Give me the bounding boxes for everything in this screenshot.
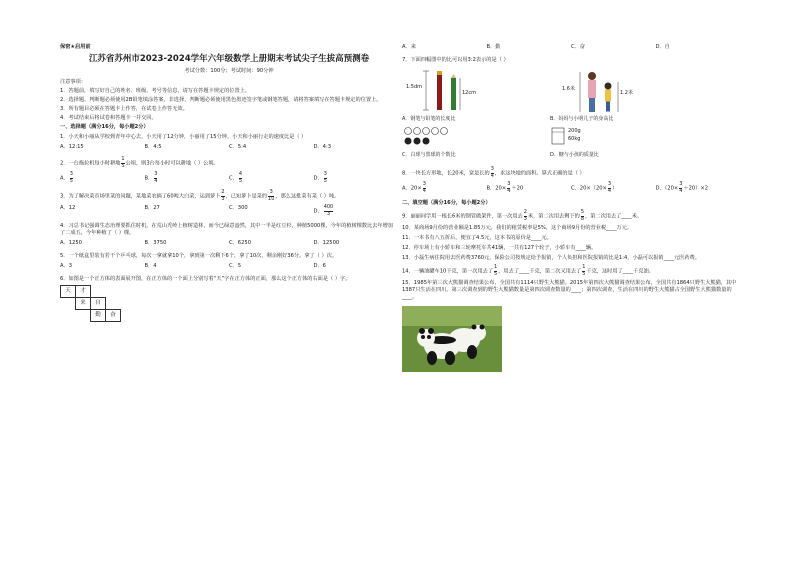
question-13: 13．小磊生病住院用去医药费3760元，保险公司按规定给予报销，个人负担和医院报销的比是1:4，小磊可以报销____元医药费。 bbox=[402, 255, 700, 261]
question-5: 5．一个纸盒里装有若干个乒乓球，每次一拿就拿10个，拿到第一次剩下6个，拿了10次，剩余刚好36分。拿了（ ）次。 bbox=[60, 253, 338, 259]
exam-info: 考试分数：100分；考试时间：90分钟 bbox=[184, 68, 274, 74]
question-3: 3．为了解决菜市场里菜的问题，某地菜农摘了60吨大白菜，运到萝卜 $\frac{2}{3}$ ，已知萝卜是菜的 $\frac{3}{10}$ ，那么这批菜有菜（ ）吨。 bbox=[60, 189, 340, 202]
question-7-figures bbox=[402, 66, 740, 164]
question-1: 1．小天和小丽从学校到青年中心去，小天用了12分钟，小丽用了15分钟。小天和小丽行走的速度比是（ ） bbox=[60, 134, 307, 140]
figure-caption: A．钢笔与铅笔的长度比 bbox=[402, 116, 456, 122]
option-d: D． $\frac{400}{3}$ bbox=[313, 204, 334, 217]
question-7: 7．下面四幅图中的比可以用3:2表示的是（ ） bbox=[402, 57, 509, 63]
option-d: D．（20× $\frac{3}{4}$ ＋20）×2 bbox=[655, 181, 709, 194]
option-c: C．5 bbox=[229, 263, 242, 269]
question-15: 15．1985年第三次大熊猫调查结果公布，全国共有1114只野生大熊猫。2015年第四次大熊猫调查结果公布，全国共有1864只野生大熊猫，其中1387只生活在四川。第三次调查到的野生大熊猫数量是第四次调查数量的____；第四次调查，生活在四川的野生大熊猫占全国野生大熊猫数量的____。 bbox=[402, 280, 737, 300]
option-b: B．勤 bbox=[486, 44, 501, 50]
figure-label: 200g bbox=[568, 128, 581, 134]
option-a: A．1250 bbox=[60, 240, 82, 246]
question-6-options bbox=[402, 44, 740, 51]
figure-label: 1.6米 bbox=[562, 86, 575, 92]
section-heading-fill: 二、填空题（满分16分，每小题2分） bbox=[402, 200, 491, 206]
option-a: A．12:15 bbox=[60, 144, 84, 150]
figure-label: 1.5dm bbox=[406, 84, 422, 90]
net-cell: 自 bbox=[90, 297, 106, 310]
option-b: B． $\frac{3}{4}$ bbox=[144, 171, 158, 184]
net-cell: 勤 bbox=[90, 309, 106, 322]
fraction: $\frac{2}{3}$ bbox=[221, 189, 225, 202]
figure-label: 60kg bbox=[568, 136, 581, 142]
option-b: B．3750 bbox=[144, 240, 167, 246]
note-item: 2．选择题、判断题必须使用2B铅笔填涂答案，非选择、判断题必须使用黑色墨迹签字笔或钢笔答题，请将答案填写在答题卡规定的位置上。 bbox=[60, 97, 382, 103]
figure-caption: B．妈妈与小明儿子的身高比 bbox=[550, 116, 614, 122]
option-b: B．4:5 bbox=[144, 144, 162, 150]
question-3-options bbox=[60, 205, 398, 217]
option-d: D．自 bbox=[655, 44, 670, 50]
fraction: $\frac{1}{5}$ bbox=[494, 264, 498, 277]
page-title: 江苏省苏州市2023-2024学年六年级数学上册期末考试尖子生拔高预测卷 bbox=[88, 54, 370, 64]
net-cell: 奋 bbox=[105, 309, 121, 322]
option-c: C．奋 bbox=[571, 44, 585, 50]
fraction: $\frac{3}{10}$ bbox=[268, 189, 275, 202]
question-1-options bbox=[60, 144, 398, 151]
figure-label: 12cm bbox=[462, 90, 476, 96]
question-10: 10．某商场9月份的营业额是1.85万元，我们的租赁税率是5%，这个商场9月份的营业税____万元。 bbox=[402, 225, 633, 231]
question-8: 8．一块长方形地，长20米，宽是长的 $\frac{3}{4}$ ，求这块地的面积。算式正确的是（ ） bbox=[402, 166, 585, 179]
question-4-options bbox=[60, 240, 398, 247]
question-12: 12．停车场上有小轿车和三轮摩托车共41辆，一共有127个轮子，小轿车有____辆。 bbox=[402, 245, 597, 251]
fraction: $\frac{3}{4}$ bbox=[490, 166, 494, 179]
option-a: A．来 bbox=[402, 44, 416, 50]
balls-figure bbox=[404, 126, 474, 150]
option-b: B．20× $\frac{3}{4}$ ＋20 bbox=[486, 181, 524, 194]
option-d: D．6 bbox=[313, 263, 326, 269]
question-2: 2．一台拖拉机每小时耕地 $\frac{1}{5}$ 公顷，则3台每小时可以耕地（ ）公顷。 bbox=[60, 156, 219, 169]
section-heading-choice: 一、选择题（满分16分，每小题2分） bbox=[60, 124, 149, 130]
confidential-label: 保密★启用前 bbox=[60, 44, 91, 50]
question-8-options bbox=[402, 182, 740, 194]
note-item: 3．所有题目必须在答题卡上作答，在试卷上作答无效。 bbox=[60, 106, 188, 112]
fraction: $\frac{2}{3}$ bbox=[523, 209, 527, 222]
note-item: 1．答题前，填写好自己的姓名、班级、考号等信息，请写在答题卡规定的位置上。 bbox=[60, 88, 251, 94]
option-d: D．4:3 bbox=[313, 144, 332, 150]
cube-net-figure bbox=[60, 285, 398, 329]
net-cell: 才 bbox=[75, 285, 91, 298]
question-11: 11．一本书有八五折后，便宜了4.5元，这本书的原价是____元。 bbox=[402, 235, 552, 241]
question-4: 4．习总书记强调生态治理要抓住时机，在荒山秃岭上植树造林，而今已绿意盎然，其中一半是红豆杉，种植5000棵，今年的植树棵数比去年增加了二成五，今年种植了（ ）棵。 bbox=[60, 223, 393, 236]
option-c: C．300 bbox=[229, 205, 248, 211]
note-item: 4．考试结束后将试卷和答题卡一并交回。 bbox=[60, 115, 157, 121]
figure-caption: D．糖与小孩的质量比 bbox=[550, 152, 599, 158]
option-c: C． $\frac{4}{5}$ bbox=[229, 171, 242, 184]
option-b: B．27 bbox=[144, 205, 160, 211]
option-b: B．4 bbox=[144, 263, 157, 269]
fraction: $\frac{1}{5}$ bbox=[121, 156, 125, 169]
option-a: A． $\frac{3}{5}$ bbox=[60, 171, 73, 184]
panda-photo bbox=[402, 306, 502, 372]
option-d: D． $\frac{3}{5}$ bbox=[313, 171, 327, 184]
option-a: A．3 bbox=[60, 263, 73, 269]
question-9: 9．丽丽同学用一根长6米的钢管做架件，第一次用去 $\frac{2}{3}$ 米，第二次用去剩下的 $\frac{5}{8}$ ，第二次用去了____米。 bbox=[402, 209, 643, 222]
figure-caption: C．白球与黑球的个数比 bbox=[402, 152, 456, 158]
right-column bbox=[402, 44, 740, 375]
question-2-options bbox=[60, 172, 398, 184]
net-cell: 天 bbox=[60, 285, 76, 298]
notes-heading: 注意事项： bbox=[60, 79, 86, 85]
option-a: A．12 bbox=[60, 205, 76, 211]
option-a: A．20× $\frac{3}{4}$ bbox=[402, 181, 426, 194]
option-c: C．5:4 bbox=[229, 144, 247, 150]
option-c: C．6250 bbox=[229, 240, 252, 246]
left-column bbox=[60, 44, 398, 329]
option-d: D．12500 bbox=[313, 240, 340, 246]
question-5-options bbox=[60, 263, 398, 270]
net-cell: 来 bbox=[75, 297, 91, 310]
option-c: C．20×（20× $\frac{3}{4}$ ） bbox=[571, 181, 618, 194]
fraction: $\frac{1}{5}$ bbox=[582, 264, 586, 277]
fraction: $\frac{5}{8}$ bbox=[580, 209, 584, 222]
question-6: 6．如图是一个正方体的表面展开图，在正方体的一个面上分别写着“天”字在正方体的正面，那么这个正方体的右面是（ ）字。 bbox=[60, 276, 351, 282]
figure-label: 1.2米 bbox=[620, 90, 633, 96]
question-14: 14．一辆油罐车10千克，第一次用去了 $\frac{1}{5}$ ，用去了____千克，第二次又用去了 $\frac{1}{5}$ 千克，这时用了____千克油。 bbox=[402, 264, 654, 277]
